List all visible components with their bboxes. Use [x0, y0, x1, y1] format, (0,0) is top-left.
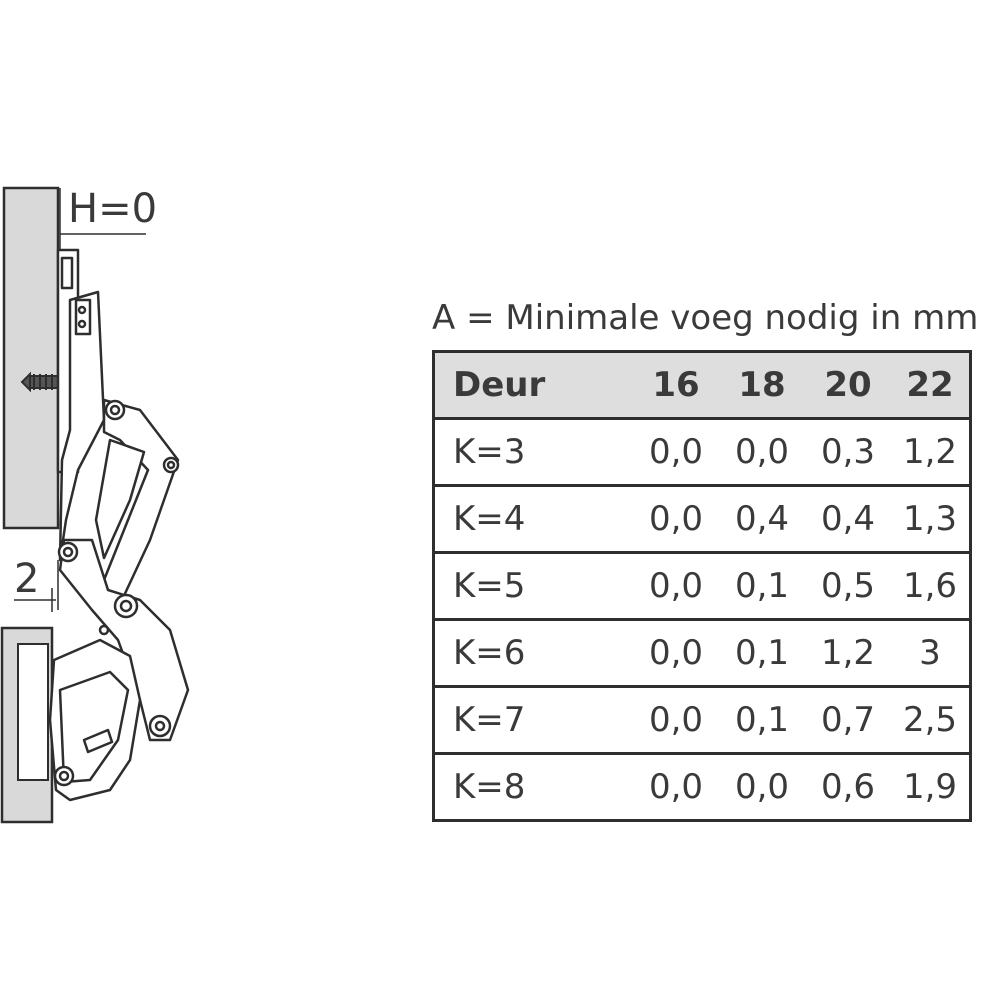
table-cell: 0,0: [633, 620, 719, 687]
header-18: 18: [719, 352, 805, 419]
table-cell: 0,6: [805, 754, 891, 821]
table-cell: 0,0: [633, 754, 719, 821]
table-cell: 1,3: [891, 486, 971, 553]
door-edge-insert: [18, 644, 48, 780]
table-row: [434, 486, 971, 553]
table-row: [434, 754, 971, 821]
header-20: 20: [805, 352, 891, 419]
table-cell: 0,5: [805, 553, 891, 620]
table-cell: 0,7: [805, 687, 891, 754]
row-label: K=7: [434, 687, 634, 754]
table-cell: 0,1: [719, 553, 805, 620]
row-label: K=8: [434, 754, 634, 821]
table-cell: 0,0: [633, 419, 719, 486]
table-cell: 0,4: [719, 486, 805, 553]
table-cell: 0,0: [633, 553, 719, 620]
row-label: K=4: [434, 486, 634, 553]
dimension-gap-label: 2: [14, 556, 40, 602]
table-cell: 0,0: [719, 419, 805, 486]
table-cell: 1,9: [891, 754, 971, 821]
table-cell: 0,0: [633, 486, 719, 553]
header-door: Deur: [434, 352, 634, 419]
table-cell: 1,6: [891, 553, 971, 620]
gap-table: [432, 350, 972, 822]
table-cell: 0,3: [805, 419, 891, 486]
hinge-diagram: [0, 0, 420, 1000]
table-row: [434, 620, 971, 687]
row-label: K=3: [434, 419, 634, 486]
cabinet-side-panel: [4, 188, 58, 528]
row-label: K=6: [434, 620, 634, 687]
table-row: [434, 553, 971, 620]
table-cell: 0,1: [719, 620, 805, 687]
table-row: [434, 687, 971, 754]
table-cell: 3: [891, 620, 971, 687]
hinge-mechanism: [50, 250, 188, 800]
table-header-row: [434, 352, 971, 419]
header-16: 16: [633, 352, 719, 419]
header-22: 22: [891, 352, 971, 419]
table-cell: 0,0: [633, 687, 719, 754]
table-caption: A = Minimale voeg nodig in mm: [432, 298, 979, 338]
screw-icon: [22, 374, 58, 390]
dimension-h-label: H=0: [68, 186, 158, 232]
table-cell: 1,2: [805, 620, 891, 687]
table-cell: 2,5: [891, 687, 971, 754]
table-cell: 0,4: [805, 486, 891, 553]
table-cell: 0,1: [719, 687, 805, 754]
row-label: K=5: [434, 553, 634, 620]
table-row: [434, 419, 971, 486]
table-cell: 1,2: [891, 419, 971, 486]
table-cell: 0,0: [719, 754, 805, 821]
